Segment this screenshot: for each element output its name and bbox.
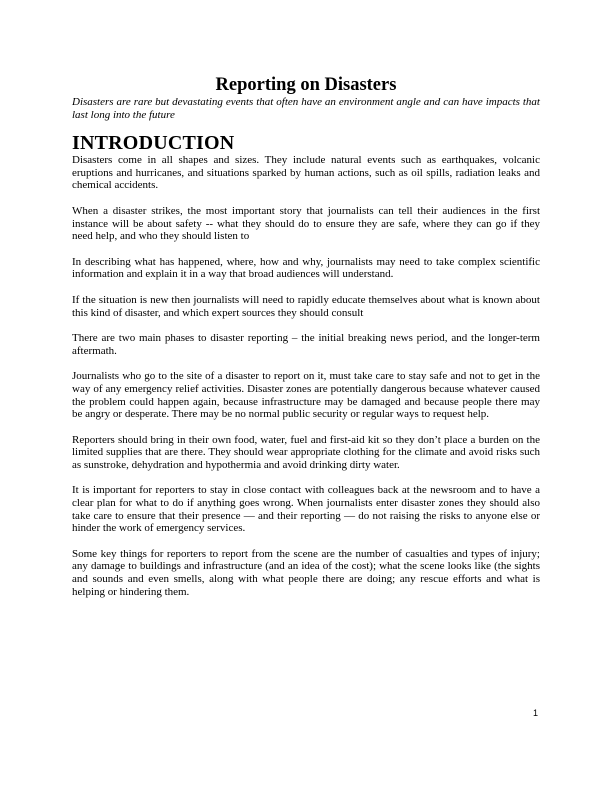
document-subtitle: Disasters are rare but devastating events that often have an environment angle and can have impacts that last long into the future — [72, 96, 540, 121]
document-title: Reporting on Disasters — [215, 75, 397, 95]
paragraph: Reporters should bring in their own food, water, fuel and first-aid kit so they don’t place a burden on the limited supplies that are there. They should wear appropriate clothing for the climate and avoid risks such as sunstroke, dehydration and hypothermia and avoid drinking dirty water. — [72, 433, 540, 471]
document-page — [72, 74, 540, 611]
paragraph: There are two main phases to disaster reporting – the initial breaking news period, and the longer-term aftermath. — [72, 332, 540, 357]
paragraph: Some key things for reporters to report from the scene are the number of casualties and types of injury; any damage to buildings and infrastructure (and an idea of the cost); what the scene looks like (the sights and sounds and even smells, along with what people there are doing; any rescue efforts and what is helping or hindering them. — [72, 547, 540, 598]
paragraph: If the situation is new then journalists will need to rapidly educate themselves about what is known about this kind of disaster, and which expert sources they should consult — [72, 293, 540, 319]
paragraph: When a disaster strikes, the most important story that journalists can tell their audiences in the first instance will be about safety -- what they should do to ensure they are safe, where they can go if they need help, and who they should listen to — [72, 204, 540, 243]
paragraph: It is important for reporters to stay in close contact with colleagues back at the newsroom and to have a clear plan for what to do if anything goes wrong. When journalists enter disaster zones they should also take care to ensure that their presence — and their reporting — do not raising the risks to anyone else or hinder the work of emergency services. — [72, 484, 540, 535]
paragraph: Journalists who go to the site of a disaster to report on it, must take care to stay safe and not to get in the way of any emergency relief activities. Disaster zones are potentially dangerous because whatever caused the problem could happen again, because infrastructure may be damaged and because people there may be angry or desperate. There may be no normal public security or regular ways to request help. — [72, 370, 540, 421]
section-heading-introduction: INTRODUCTION — [72, 132, 235, 155]
page-number: 1 — [533, 708, 539, 718]
paragraph: In describing what has happened, where, how and why, journalists may need to take complex scientific information and explain it in a way that broad audiences will understand. — [72, 255, 540, 281]
paragraph: Disasters come in all shapes and sizes. They include natural events such as earthquakes, volcanic eruptions and hurricanes, and situations sparked by human actions, such as oil spills, radiation leaks and chemical accidents. — [72, 154, 540, 192]
